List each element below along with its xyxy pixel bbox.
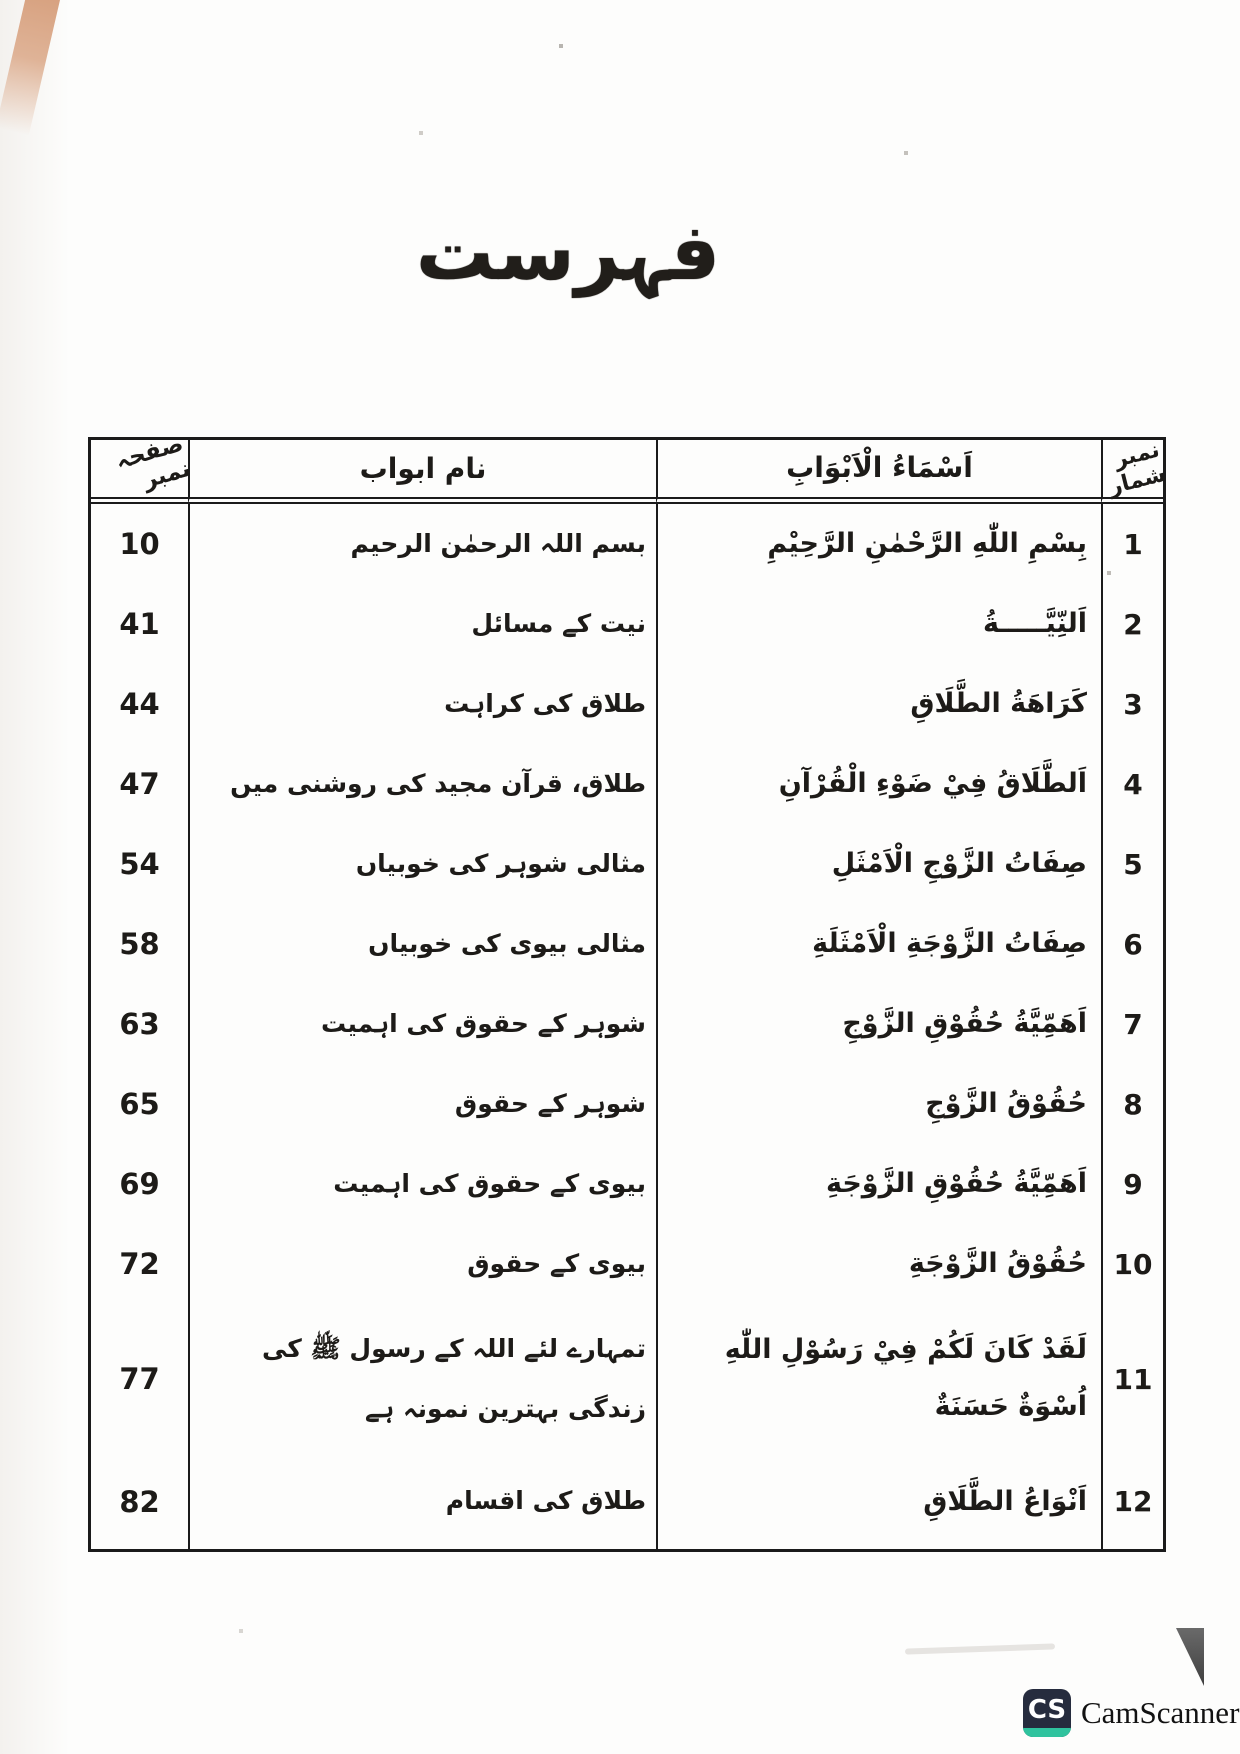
header-chapter-names-urdu-label: نام ابواب (359, 451, 487, 485)
urdu-chapter-name-cell: تمہارے لئے اللہ کے رسول ﷺ کی زندگی بہترین نمونہ ہے (188, 1304, 656, 1454)
urdu-chapter-name-cell: طلاق، قرآن مجید کی روشنی میں (188, 744, 656, 824)
page-number-cell: 47 (119, 767, 160, 801)
header-page-number (91, 430, 194, 504)
table-row (91, 1064, 1163, 1144)
table-row (91, 984, 1163, 1064)
serial-number-cell: 7 (1101, 984, 1163, 1064)
urdu-chapter-name-cell: مثالی شوہر کی خوبیاں (188, 824, 656, 904)
urdu-chapter-name-cell: بیوی کے حقوق (188, 1224, 656, 1304)
page-number-cell: 44 (119, 687, 160, 721)
arabic-chapter-name-cell: صِفَاتُ الزَّوْجِ الْاَمْثَلِ (656, 824, 1101, 904)
urdu-chapter-name-cell: شوہر کے حقوق کی اہمیت (188, 984, 656, 1064)
serial-number-cell: 8 (1101, 1064, 1163, 1144)
arabic-chapter-name-cell: اَلنِّيَّـــــةُ (656, 584, 1101, 664)
page-number-cell: 69 (119, 1167, 160, 1201)
serial-number-cell: 1 (1101, 504, 1163, 584)
camscanner-icon-text: CS (1027, 1695, 1067, 1725)
arabic-chapter-name-cell: اَلطَّلَاقُ فِيْ ضَوْءِ الْقُرْآنِ (656, 744, 1101, 824)
page-number-cell: 41 (119, 607, 160, 641)
page-number-cell: 77 (119, 1362, 160, 1396)
serial-number-cell: 9 (1101, 1144, 1163, 1224)
table-row (91, 1144, 1163, 1224)
table-row (91, 1304, 1163, 1454)
arabic-chapter-name-cell: صِفَاتُ الزَّوْجَةِ الْاَمْثَلَةِ (656, 904, 1101, 984)
page-number-cell: 10 (119, 527, 160, 561)
camscanner-label: CamScanner (1081, 1695, 1240, 1730)
header-page-number-label: صفحہ نمبر (112, 430, 194, 494)
urdu-chapter-name-cell: طلاق کی کراہت (188, 664, 656, 744)
urdu-chapter-name-cell: بیوی کے حقوق کی اہمیت (188, 1144, 656, 1224)
page-number-cell: 72 (119, 1247, 160, 1281)
header-chapter-names-urdu (188, 440, 656, 504)
toc-rows-container (91, 504, 1163, 1549)
page-number-cell: 65 (119, 1087, 160, 1121)
serial-number-cell: 11 (1101, 1304, 1163, 1454)
table-row (91, 1454, 1163, 1549)
arabic-chapter-name-cell: حُقُوْقُ الزَّوْجَةِ (656, 1224, 1101, 1304)
header-chapter-names-arabic (656, 440, 1101, 504)
page-number-cell: 82 (119, 1484, 160, 1519)
scan-smudge-artifact (905, 1643, 1055, 1654)
scan-corner-artifact-top-left (0, 0, 66, 136)
camscanner-icon-strip (1023, 1728, 1071, 1737)
camscanner-icon (1023, 1689, 1071, 1737)
scan-noise-speckles (0, 0, 2, 2)
arabic-chapter-name-cell: اَهَمِّيَّةُ حُقُوْقِ الزَّوْجِ (656, 984, 1101, 1064)
page-number-cell: 54 (119, 847, 160, 881)
camscanner-watermark (1023, 1689, 1239, 1737)
table-row (91, 1224, 1163, 1304)
serial-number-cell: 10 (1101, 1224, 1163, 1304)
urdu-chapter-name-cell: نیت کے مسائل (188, 584, 656, 664)
page-number-cell: 63 (119, 1007, 160, 1041)
urdu-chapter-name-cell: طلاق کی اقسام (188, 1454, 656, 1549)
arabic-chapter-name-cell: اَهَمِّيَّةُ حُقُوْقِ الزَّوْجَةِ (656, 1144, 1101, 1224)
scan-corner-artifact-bottom-right (1176, 1628, 1204, 1686)
urdu-chapter-name-cell: بسم اللہ الرحمٰن الرحیم (188, 504, 656, 584)
arabic-chapter-name-cell: لَقَدْ كَانَ لَكُمْ فِيْ رَسُوْلِ اللّٰهِ اُسْوَةٌ حَسَنَةٌ (656, 1304, 1101, 1454)
serial-number-cell: 12 (1101, 1454, 1163, 1549)
arabic-chapter-name-cell: اَنْوَاعُ الطَّلَاقِ (656, 1454, 1101, 1549)
arabic-chapter-name-cell: بِسْمِ اللّٰهِ الرَّحْمٰنِ الرَّحِيْمِ (656, 504, 1101, 584)
arabic-chapter-name-cell: كَرَاهَةُ الطَّلَاقِ (656, 664, 1101, 744)
arabic-chapter-name-cell: حُقُوْقُ الزَّوْجِ (656, 1064, 1101, 1144)
page-number-cell: 58 (119, 927, 160, 961)
table-of-contents (88, 430, 1169, 1552)
table-row (91, 584, 1163, 664)
header-serial-number (1101, 436, 1169, 504)
header-serial-number-label: نمبر شمار (1106, 436, 1169, 500)
table-row (91, 904, 1163, 984)
urdu-chapter-name-cell: شوہر کے حقوق (188, 1064, 656, 1144)
serial-number-cell: 3 (1101, 664, 1163, 744)
serial-number-cell: 4 (1101, 744, 1163, 824)
header-chapter-names-arabic-label: اَسْمَاءُ الْاَبْوَابِ (786, 451, 973, 485)
table-row (91, 504, 1163, 584)
serial-number-cell: 2 (1101, 584, 1163, 664)
urdu-chapter-name-cell: مثالی بیوی کی خوبیاں (188, 904, 656, 984)
table-row (91, 664, 1163, 744)
table-row (91, 744, 1163, 824)
table-header-row (91, 430, 1169, 504)
serial-number-cell: 6 (1101, 904, 1163, 984)
table-row (91, 824, 1163, 904)
page-title: فہرست (415, 208, 721, 298)
serial-number-cell: 5 (1101, 824, 1163, 904)
